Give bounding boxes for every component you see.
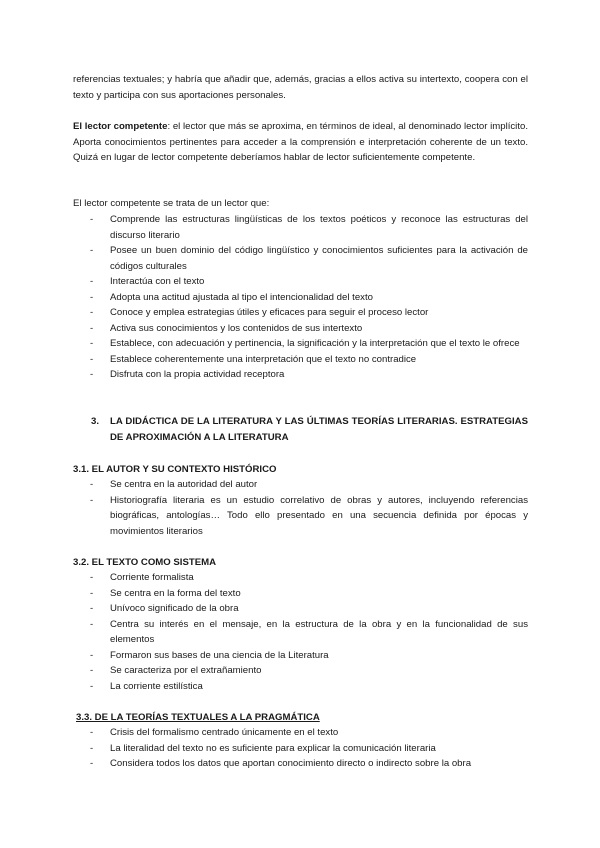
list-item: - Unívoco significado de la obra [90,603,239,614]
list-item: - Establece, con adecuación y pertinencia, la significación y la interpretación que el texto le ofrece [90,338,520,349]
section-3-3-heading: 3.3. DE LA TEORÍAS TEXTUALES A LA PRAGMÁTICA [76,712,320,723]
list-item: - Se caracteriza por el extrañamiento [90,665,262,676]
list-item: - Corriente formalista [90,572,194,583]
list-item: - Disfruta con la propia actividad receptora [90,369,285,380]
list-item: - Crisis del formalismo centrado únicamente en el texto [90,727,339,738]
list-item: - Se centra en la forma del texto [90,587,241,599]
list-item: - Formaron sus bases de una ciencia de la Literatura [90,649,329,661]
list-item: - Se centra en la autoridad del autor [90,479,258,490]
lector-intro: El lector competente se trata de un lector que: [73,198,270,209]
section-3-2-heading: 3.2. EL TEXTO COMO SISTEMA [73,557,217,568]
list-item: - Establece coherentemente una interpretación que el texto no contradice [90,353,417,365]
section-3-1-list [73,477,528,539]
list-item: - Interactúa con el texto [90,276,205,287]
lector-list [73,212,528,383]
list-item: - Adopta una actitud ajustada al tipo el intencionalidad del texto [90,291,373,303]
list-item: - Considera todos los datos que aportan conocimiento directo o indirecto sobre la obra [90,758,472,769]
list-item: - Conoce y emplea estrategias útiles y eficaces para seguir el proceso lector [90,307,429,318]
competente-text: : el lector que más se aproxima, en términos de ideal, al denominado lector implícito. Aporta conocimientos pertinentes para acceder a la comprensión e interpretación coherente de un texto. Quizá en lugar de lector competente deberíamos hablar de lector suficientemente competente. [73,121,528,163]
list-item: - La corriente estilística [90,680,203,692]
competente-paragraph [73,119,528,166]
list-item: - La literalidad del texto no es suficiente para explicar la comunicación literaria [90,742,436,754]
section-3-1-heading: 3.1. EL AUTOR Y SU CONTEXTO HISTÓRICO [73,464,277,475]
list-item: - Posee un buen dominio del código lingüístico y conocimientos suficientes para la activación de códigos culturales [90,245,528,272]
list-item: - Historiografía literaria es un estudio correlativo de obras y autores, incluyendo referencias biográficas, antologías… Todo ello presentado en una secuencia definida por épocas y movimientos literarios [90,494,528,537]
intro-paragraph: referencias textuales; y habría que añadir que, además, gracias a ellos activa su intertexto, coopera con el texto y participa con sus aportaciones personales. [73,74,528,101]
section-3-3-list [73,725,528,772]
section-3-heading: 3. LA DIDÁCTICA DE LA LITERATURA Y LAS ÚLTIMAS TEORÍAS LITERARIAS. ESTRATEGIAS DE APROXIMACIÓN A LA LITERATURA [91,416,528,443]
list-item: - Centra su interés en el mensaje, en la estructura de la obra y en la funcionalidad de sus elementos [90,618,528,645]
competente-lead: El lector competente [73,121,168,132]
list-item: - Comprende las estructuras lingüísticas de los textos poéticos y reconoce las estructuras del discurso literario [90,214,528,241]
list-item: - Activa sus conocimientos y los contenidos de sus intertexto [90,322,363,334]
section-3-2-list [73,570,528,694]
